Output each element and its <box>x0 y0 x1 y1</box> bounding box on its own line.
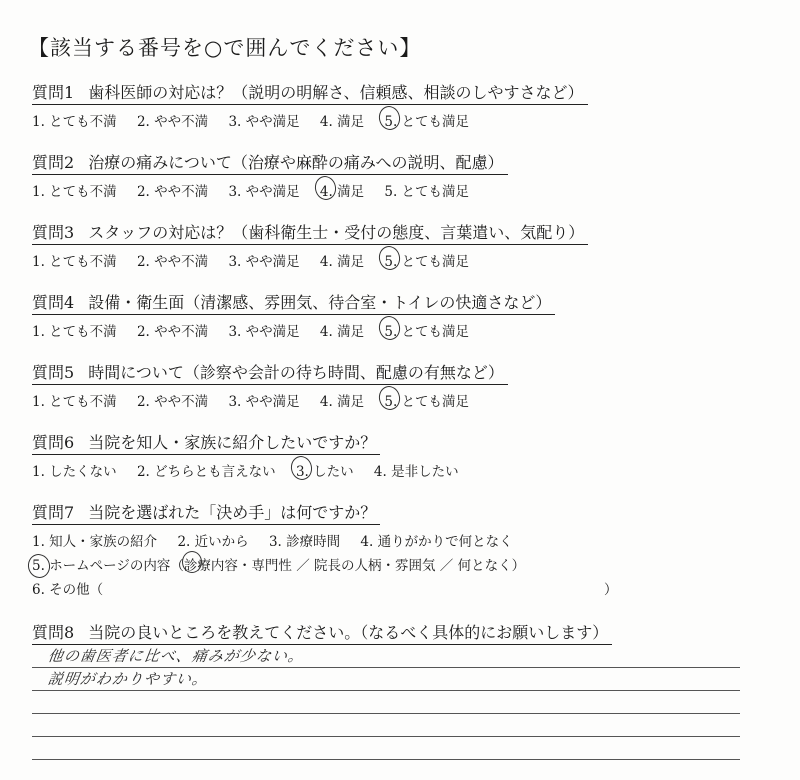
option-3[interactable]: 3. やや満足 <box>228 184 300 200</box>
option-1[interactable]: 1. とても不満 <box>32 394 117 410</box>
question-1-options <box>32 110 752 130</box>
option-3[interactable]: 3. やや満足 <box>228 324 300 340</box>
option-3[interactable]: 3. やや満足 <box>228 114 300 130</box>
question-8 <box>32 620 752 645</box>
handwritten-answer: 説明がわかりやすい。 <box>46 670 210 688</box>
question-text: 設備・衛生面（清潔感、雰囲気、待合室・トイレの快適さなど） <box>88 293 552 312</box>
question-text: 歯科医師の対応は？（説明の明解さ、信頼感、相談のしやすさなど） <box>88 83 584 102</box>
question-6-heading <box>32 430 380 455</box>
answer-line[interactable] <box>32 668 740 691</box>
option-5-label-pre: ホームページの内容（ <box>49 558 184 574</box>
option-3-selected[interactable]: 3. したい <box>296 460 354 480</box>
handwritten-answer: 他の歯医者に比べ、痛みが少ない。 <box>46 647 306 665</box>
option-5-number-selected[interactable]: 5. <box>32 558 45 574</box>
question-3 <box>32 220 752 270</box>
option-2[interactable]: 2. どちらとも言えない <box>136 464 276 480</box>
question-number: 質問1 <box>32 83 75 102</box>
answer-line[interactable] <box>32 714 740 737</box>
answer-line[interactable] <box>32 737 740 760</box>
question-1-heading <box>32 80 588 105</box>
question-number: 質問2 <box>32 153 75 172</box>
answer-line[interactable] <box>32 645 740 668</box>
option-4[interactable]: 4. 満足 <box>319 254 365 270</box>
option-4[interactable]: 4. 満足 <box>319 114 365 130</box>
option-3[interactable]: 3. 診療時間 <box>268 534 341 550</box>
option-6-label: 6. その他（ <box>32 582 104 598</box>
option-4[interactable]: 4. 通りがかりで何となく <box>360 534 513 550</box>
option-5-selected[interactable]: 5. とても満足 <box>384 250 469 270</box>
question-5-heading <box>32 360 508 385</box>
question-3-heading <box>32 220 588 245</box>
question-text: 当院を選ばれた「決め手」は何ですか？ <box>88 503 377 522</box>
option-1[interactable]: 1. 知人・家族の紹介 <box>32 534 158 550</box>
question-number: 質問6 <box>32 433 75 452</box>
option-5-selected[interactable]: 5. とても満足 <box>384 390 469 410</box>
question-number: 質問7 <box>32 503 75 522</box>
option-2[interactable]: 2. やや不満 <box>136 394 209 410</box>
option-1[interactable]: 1. したくない <box>32 464 117 480</box>
question-text: 治療の痛みについて（治療や麻酔の痛みへの説明、配慮） <box>88 153 504 172</box>
option-5-circled-word: 診療 <box>184 554 211 574</box>
question-text: 当院を知人・家族に紹介したいですか？ <box>88 433 377 452</box>
instruction-heading: 【該当する番号を○で囲んでください】 <box>28 36 422 60</box>
question-number: 質問4 <box>32 293 75 312</box>
option-5-label-post: 内容・専門性 ／ 院長の人柄・雰囲気 ／ 何となく） <box>210 558 526 574</box>
option-5-line[interactable] <box>32 554 752 574</box>
option-2[interactable]: 2. やや不満 <box>136 114 209 130</box>
question-5-options <box>32 390 752 410</box>
question-3-options <box>32 250 752 270</box>
question-2 <box>32 150 752 200</box>
question-number: 質問5 <box>32 363 75 382</box>
option-4[interactable]: 4. 満足 <box>319 324 365 340</box>
option-3[interactable]: 3. やや満足 <box>228 394 300 410</box>
option-2[interactable]: 2. やや不満 <box>136 324 209 340</box>
question-7-options <box>32 530 752 550</box>
answer-lines <box>32 645 740 760</box>
option-6-line[interactable] <box>32 578 752 598</box>
option-2[interactable]: 2. 近いから <box>177 534 249 550</box>
option-6-close: ） <box>604 582 618 598</box>
question-1 <box>32 80 752 130</box>
option-4[interactable]: 4. 是非したい <box>373 464 459 480</box>
option-5-selected[interactable]: 5. とても満足 <box>384 110 469 130</box>
answer-line[interactable] <box>32 691 740 714</box>
option-4-selected[interactable]: 4. 満足 <box>320 180 364 200</box>
option-5-selected[interactable]: 5. とても満足 <box>384 320 469 340</box>
option-2[interactable]: 2. やや不満 <box>136 184 209 200</box>
option-1[interactable]: 1. とても不満 <box>32 114 117 130</box>
option-5[interactable]: 5. とても満足 <box>384 184 470 200</box>
question-7-heading <box>32 500 380 525</box>
question-7 <box>32 500 752 598</box>
question-4 <box>32 290 752 340</box>
question-text: 時間について（診察や会計の待ち時間、配慮の有無など） <box>88 363 504 382</box>
question-2-options <box>32 180 752 200</box>
question-text: スタッフの対応は？（歯科衛生士・受付の態度、言葉遣い、気配り） <box>88 223 585 242</box>
question-2-heading <box>32 150 508 175</box>
question-4-heading <box>32 290 555 315</box>
option-1[interactable]: 1. とても不満 <box>32 254 117 270</box>
question-6 <box>32 430 752 480</box>
question-number: 質問8 <box>32 623 75 642</box>
option-3[interactable]: 3. やや満足 <box>228 254 300 270</box>
question-4-options <box>32 320 752 340</box>
option-1[interactable]: 1. とても不満 <box>32 184 117 200</box>
question-text: 当院の良いところを教えてください。（なるべく具体的にお願いします） <box>88 623 609 642</box>
question-6-options <box>32 460 752 480</box>
question-number: 質問3 <box>32 223 75 242</box>
option-2[interactable]: 2. やや不満 <box>136 254 209 270</box>
option-1[interactable]: 1. とても不満 <box>32 324 117 340</box>
question-5 <box>32 360 752 410</box>
option-4[interactable]: 4. 満足 <box>319 394 365 410</box>
question-8-heading <box>32 620 612 645</box>
